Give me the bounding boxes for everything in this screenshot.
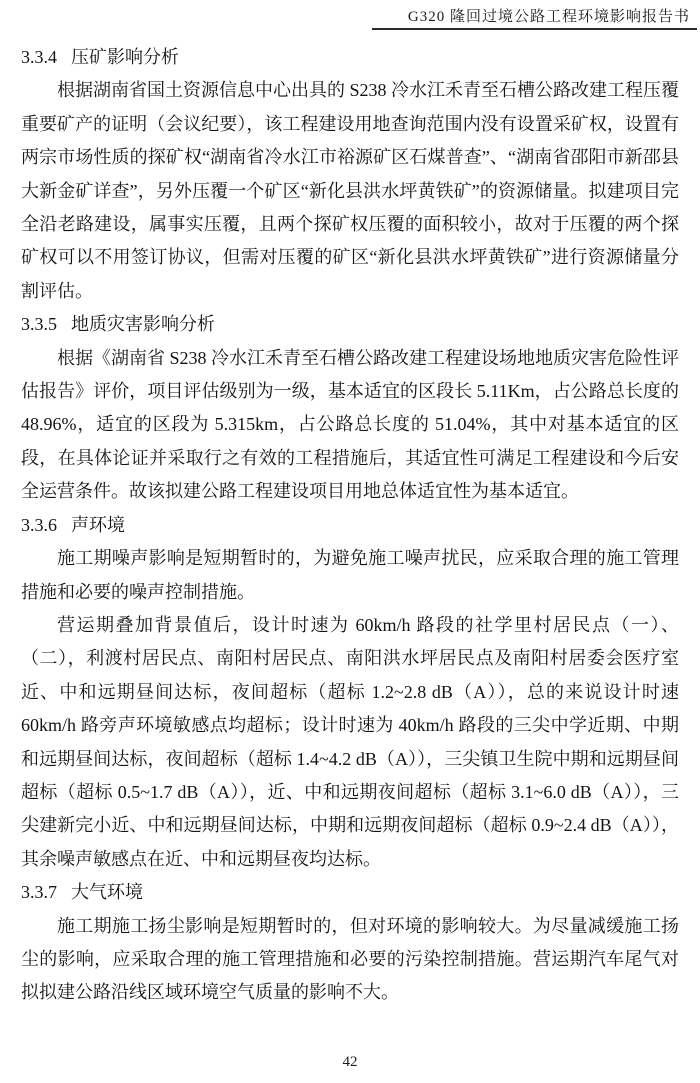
paragraph-noise-operation: 营运期叠加背景值后，设计时速为 60km/h 路段的社学里村居民点（一）、（二），利渡村居民点、南阳村居民点、南阳洪水坪居民点及南阳村居委会医疗室近、中和远期昼间达标，夜间超标（超标 1.2~2.8 dB（A）），总的来说设计时速 60km/h 路旁声环境敏感点均超标；设计时速为 40km/h 路段的三尖中学近期、中期和远期昼间达标，夜间超标（超标 1.4~4.2 dB（A）），三尖镇卫生院中期和远期昼间超标（超标 0.5~1.7 dB（A）），近、中和远期夜间超标（超标 3.1~6.0 dB（A）），三尖建新完小近、中和远期昼间达标，中期和远期夜间超标（超标 0.9~2.4 dB（A）），其余噪声敏感点在近、中和远期昼夜均达标。 (21, 614, 679, 869)
document-body (0, 30, 700, 1010)
section-number: 3.3.4 (21, 47, 57, 67)
paragraph-geohazard: 根据《湖南省 S238 冷水江禾青至石槽公路改建工程建设场地地质灾害危险性评估报告》评价，项目评估级别为一级，基本适宜的区段长 5.11Km，占公路总长度的 48.96%，适宜的区段为 5.315km，占公路总长度的 51.04%，其中对基本适宜的区段，在具体论证并采取行之有效的工程措施后，其适宜性可满足工程建设和今后安全运营条件。故该拟建公路工程建设项目用地总体适宜性为基本适宜。 (21, 347, 680, 502)
section-number: 3.3.6 (21, 514, 57, 535)
header-title: G320 隆回过境公路工程环境影响报告书 (407, 9, 690, 25)
section-heading-3-3-6 (21, 509, 679, 542)
section-heading-3-3-4 (21, 41, 679, 74)
page-footer (0, 1054, 700, 1071)
page-header (0, 0, 700, 30)
section-heading-3-3-5 (21, 308, 679, 341)
section-title: 压矿影响分析 (71, 47, 179, 67)
paragraph-mining-impact: 根据湖南省国土资源信息中心出具的 S238 冷水江禾青至石槽公路改建工程压覆重要矿产的证明（会议纪要），该工程建设用地查询范围内没有设置采矿权，设置有两宗市场性质的探矿权“湖南省冷水江市裕源矿区石煤普查”、“湖南省邵阳市新邵县大新金矿详查”，另外压覆一个矿区“新化县洪水坪黄铁矿”的资源储量。拟建项目完全沿老路建设，属事实压覆，且两个探矿权压覆的面积较小，故对于压覆的两个探矿权可以不用签订协议，但需对压覆的矿区“新化县洪水坪黄铁矿”进行资源储量分割评估。 (21, 80, 680, 301)
section-title: 地质灾害影响分析 (71, 314, 215, 335)
paragraph-air-quality: 施工期施工扬尘影响是短期暂时的，但对环境的影响较大。为尽量减缓施工扬尘的影响，应采取合理的施工管理措施和必要的污染控制措施。营运期汽车尾气对拟拟建公路沿线区域环境空气质量的影响不大。 (21, 915, 679, 1003)
section-heading-3-3-7 (21, 876, 679, 909)
section-number: 3.3.5 (21, 314, 57, 335)
section-title: 大气环境 (71, 882, 143, 903)
paragraph-noise-construction: 施工期噪声影响是短期暂时的，为避免施工噪声扰民，应采取合理的施工管理措施和必要的噪声控制措施。 (21, 548, 679, 602)
section-number: 3.3.7 (21, 882, 57, 903)
page-number: 42 (342, 1054, 358, 1070)
section-title: 声环境 (71, 514, 125, 535)
